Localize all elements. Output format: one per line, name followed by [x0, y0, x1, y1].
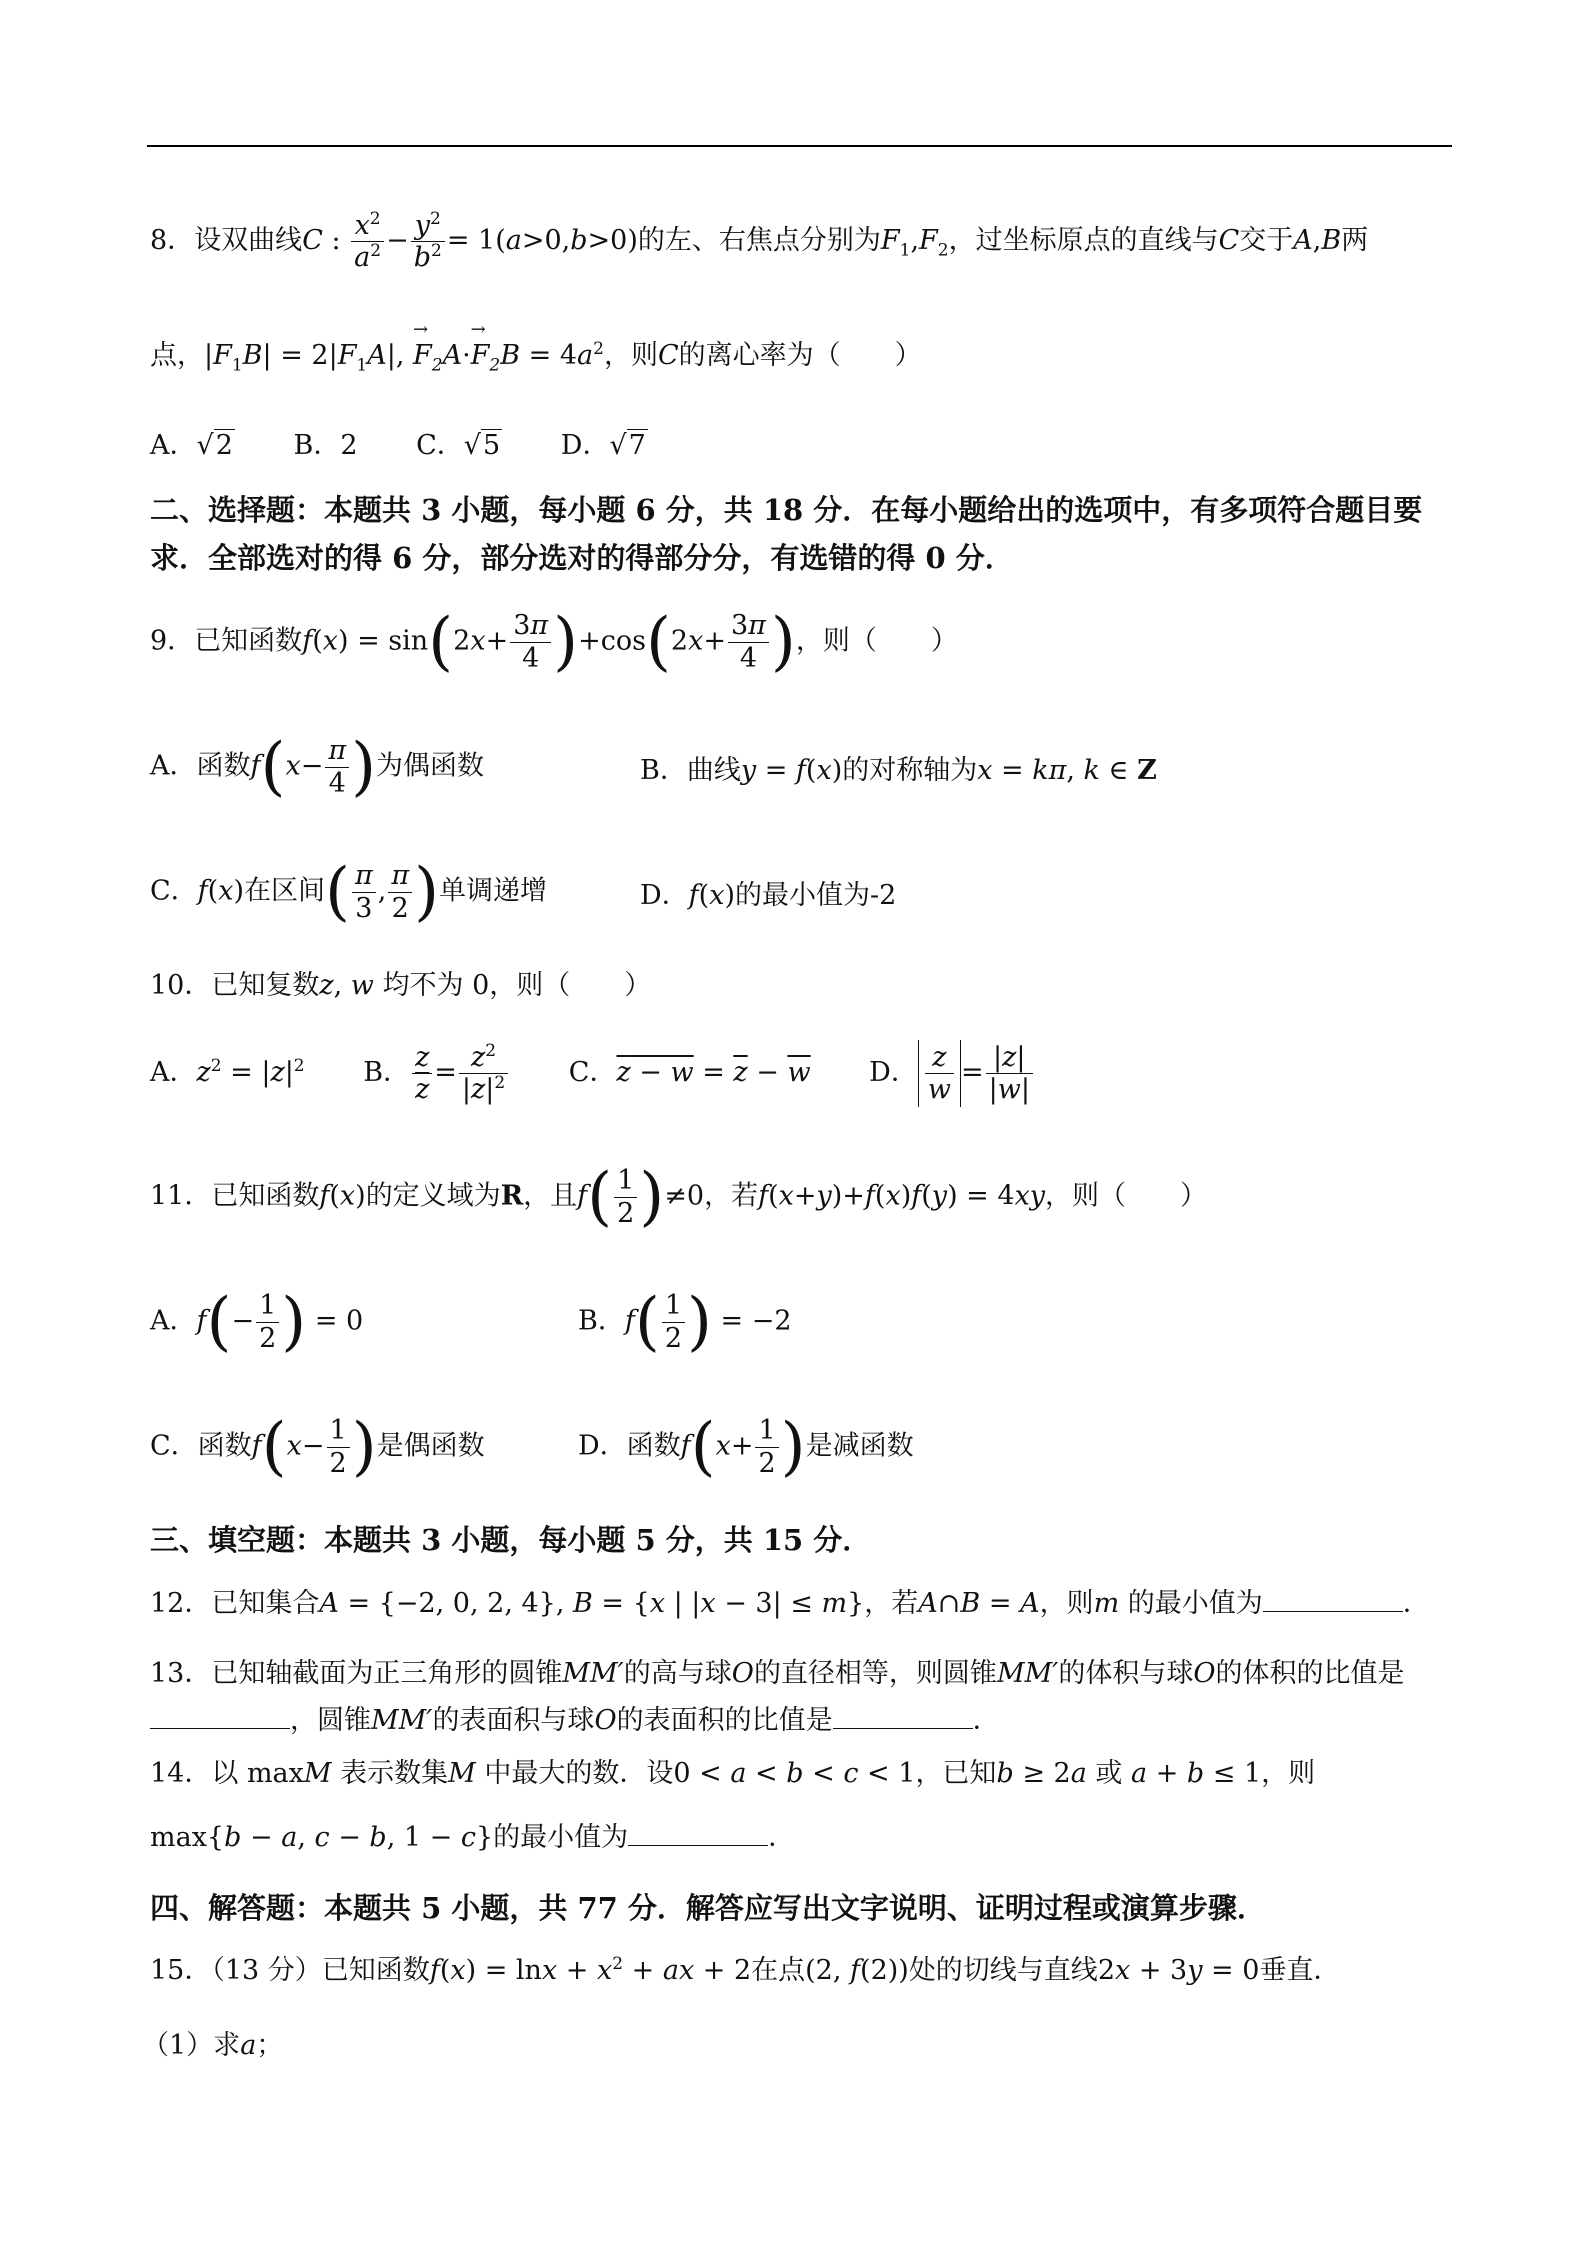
question-14-line-1: 14．以 maxM 表示数集M 中最大的数．设0 < a < b < c < 1，已知b ≥ 2a 或 a + b ≤ 1，则	[150, 1758, 1316, 1789]
question-15-part-1: （1）求a；	[142, 2030, 284, 2061]
section-2-heading: 二、选择题：本题共 3 小题，每小题 6 分，共 18 分．在每小题给出的选项中，有多项符合题目要求．全部选对的得 6 分，部分选对的得部分分，有选错的得 0 分．	[150, 493, 1423, 575]
question-9-option-c: C．f(x)在区间( $\frac{\pi}{3}$ , $\frac{\pi}{2}$ )单调递增	[150, 855, 548, 929]
question-9-option-a: A．函数f(x− $\frac{\pi}{4}$ )为偶函数	[150, 730, 485, 804]
question-15-stem: 15．（13 分）已知函数$f(x) = \ln x + x^2$ + ax + 2在点(2, f(2))处的切线与直线2x + 3y = 0垂直．	[150, 1954, 1341, 1986]
question-9-stem: 9．已知函数f(x) = sin(2x+ $\frac{3\pi}{4}$ )+cos(2x+ $\frac{3\pi}{4}$ )，则（ ）	[150, 605, 958, 679]
question-11-option-b: B．f( $\frac{1}{2}$ ) = −2	[578, 1285, 792, 1359]
question-11-option-a: A．f(− $\frac{1}{2}$ ) = 0	[150, 1285, 364, 1359]
question-11-option-c: C．函数f(x− $\frac{1}{2}$ )是偶函数	[150, 1410, 485, 1484]
question-10-stem: 10．已知复数z, w 均不为 0，则（ ）	[150, 970, 652, 1001]
section-3-heading: 三、填空题：本题共 3 小题，每小题 5 分，共 15 分．	[150, 1523, 872, 1557]
question-13: 13．已知轴截面为正三角形的圆锥MM′的高与球O的直径相等，则圆锥MM′的体积与球O的体积的比值是，圆锥MM′的表面积与球O的表面积的比值是 ．	[150, 1658, 1405, 1737]
question-9-option-d: D．f(x)的最小值为-2	[640, 880, 897, 911]
question-8-line-2: 点，$|F_1B| = 2|F_1A|$, → $F_2A\cdot\to F_2B = 4a^2$，则C的离心率为（ ）	[150, 340, 922, 376]
question-9-option-b: B．曲线y = f(x)的对称轴为x = kπ, k ∈ Z	[640, 755, 1157, 786]
question-11-stem: 11．已知函数f(x)的定义域为R，且f( $\frac{1}{2}$ )≠0，若f(x+y)+f(x)f(y) = 4xy，则（ ）	[150, 1160, 1208, 1234]
question-8-options: A．√2 B．2 C．√5 D．√7	[150, 430, 646, 461]
question-14-line-2: max{b − a, c − b, 1 − c}的最小值为 ．	[150, 1822, 796, 1853]
question-12: 12．已知集合A = {−2, 0, 2, 4}, B = {x | |x − 3| ≤ m}，若A∩B = A，则m 的最小值为 ．	[150, 1588, 1430, 1619]
section-4-heading: 四、解答题：本题共 5 小题，共 77 分．解答应写出文字说明、证明过程或演算步骤．	[150, 1891, 1266, 1925]
question-10-options: A．$z^2 = |z|^2$ B． $\frac{z}{z}$ = $\frac{z^2}{|z|^2}$ C．$z - w = \overline{z} - \overline{w}$ D． $\frac{z}{w}$ = $\frac{|z|}{|w|}$	[150, 1040, 1035, 1107]
header-rule	[147, 145, 1452, 147]
question-11-option-d: D．函数f(x+ $\frac{1}{2}$ )是减函数	[578, 1410, 914, 1484]
question-8-line-1: 8．设双曲线C : $\frac{x^2}{a^2}$ − $\frac{y^2}{b^2}$ = 1(a>0,b>0)的左、右焦点分别为$F_1,F_2$，过坐标原点的直线与C交于A,B两	[150, 209, 1369, 274]
